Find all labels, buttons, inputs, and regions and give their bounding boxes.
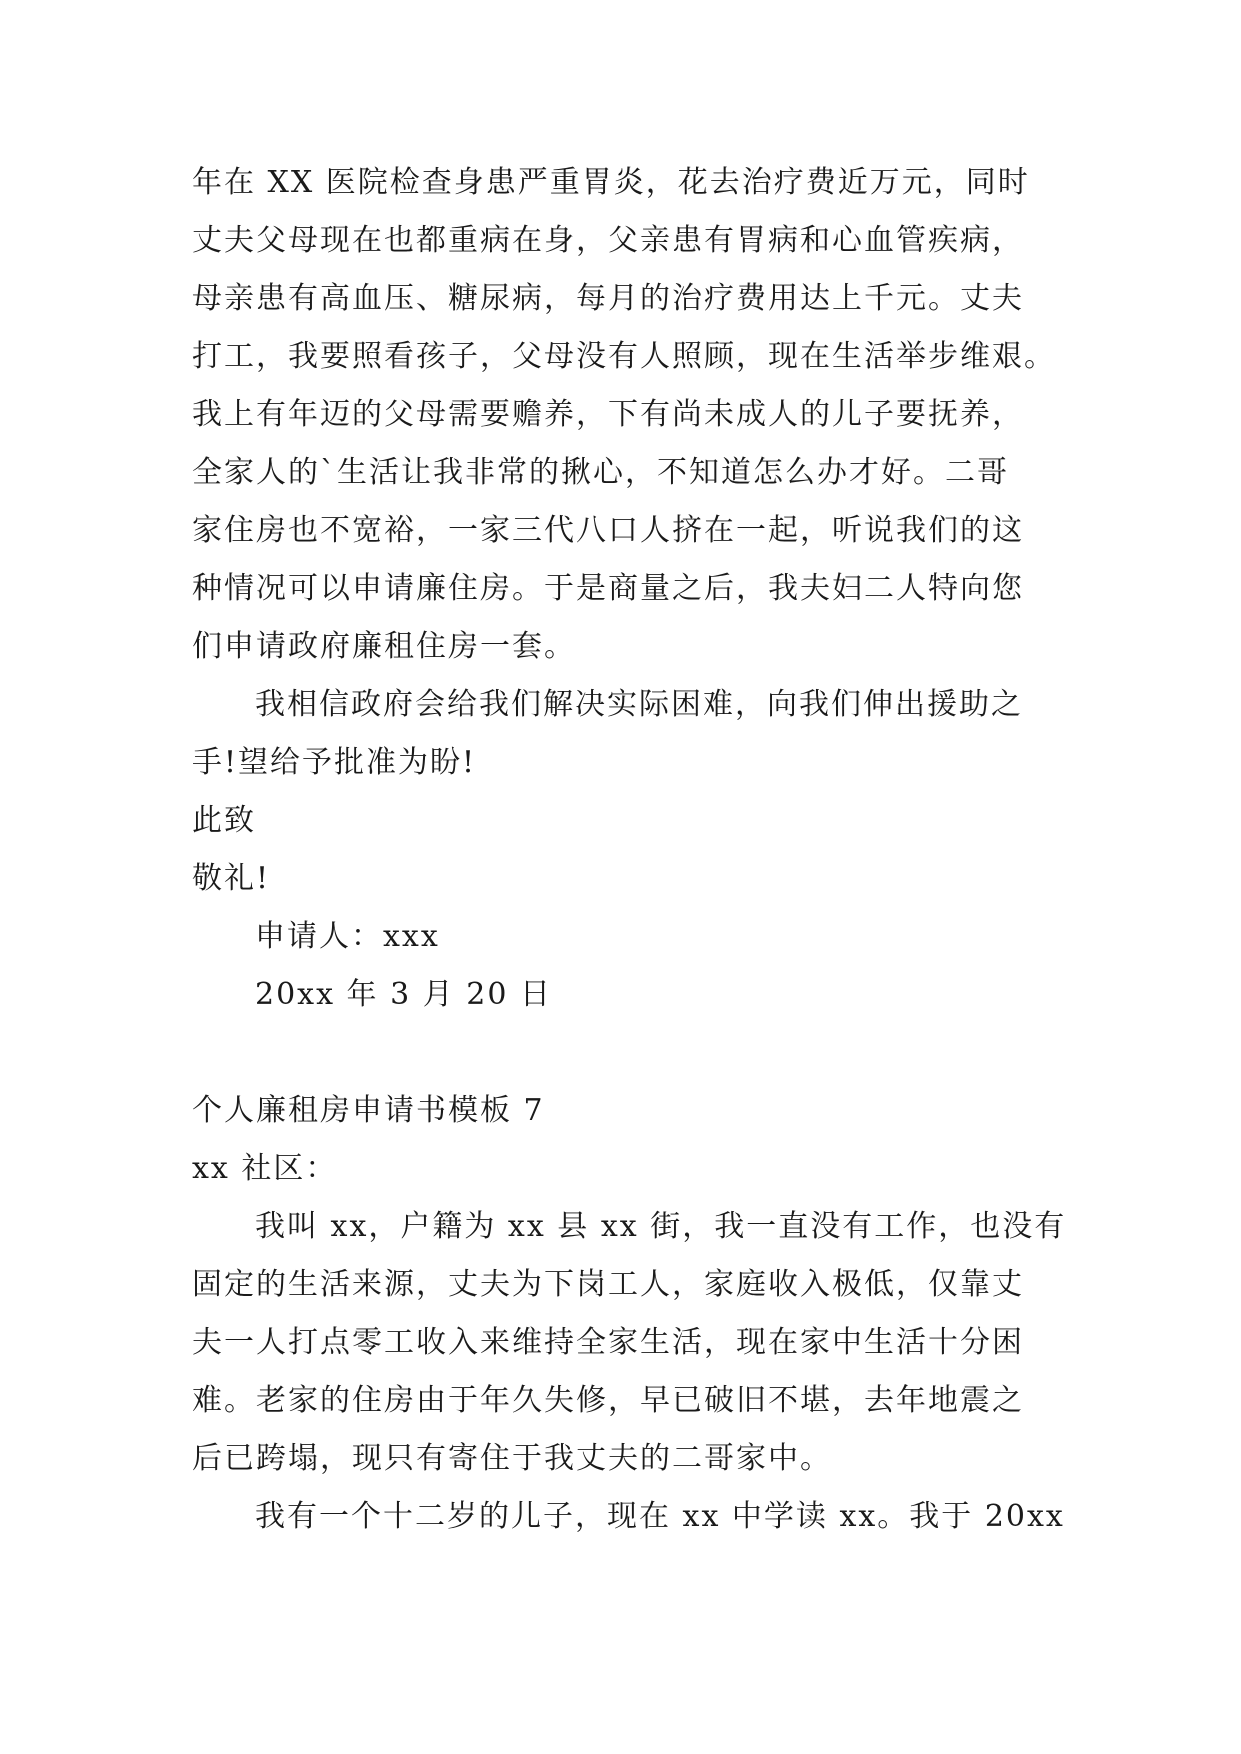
paragraph-start-line: 我有一个十二岁的儿子，现在 xx 中学读 xx。我于 20xx bbox=[255, 1499, 1065, 1534]
text-line-19: 固定的生活来源，丈夫为下岗工人，家庭收入极低，仅靠丈 bbox=[192, 1267, 1024, 1302]
text-line-2: 丈夫父母现在也都重病在身，父亲患有胃病和心血管疾病， bbox=[192, 223, 1024, 258]
recipient-line: xx 社区： bbox=[192, 1151, 338, 1186]
applicant-signature: 申请人：xxx bbox=[255, 919, 440, 954]
text-line-9: 们申请政府廉租住房一套。 bbox=[192, 629, 576, 664]
text-line-22: 后已跨塌，现只有寄住于我丈夫的二哥家中。 bbox=[192, 1441, 832, 1476]
section-title: 个人廉租房申请书模板 7 bbox=[192, 1093, 545, 1128]
text-line-6: 全家人的`生活让我非常的揪心，不知道怎么办才好。二哥 bbox=[192, 455, 1009, 490]
paragraph-start-line: 我相信政府会给我们解决实际困难，向我们伸出援助之 bbox=[255, 687, 1023, 722]
text-line-20: 夫一人打点零工收入来维持全家生活，现在家中生活十分困 bbox=[192, 1325, 1024, 1360]
text-line-8: 种情况可以申请廉住房。于是商量之后，我夫妇二人特向您 bbox=[192, 571, 1024, 606]
signature-date: 20xx 年 3 月 20 日 bbox=[255, 977, 552, 1012]
text-line-11: 手!望给予批准为盼! bbox=[192, 745, 477, 780]
text-line-7: 家住房也不宽裕，一家三代八口人挤在一起，听说我们的这 bbox=[192, 513, 1024, 548]
text-line-3: 母亲患有高血压、糖尿病，每月的治疗费用达上千元。丈夫 bbox=[192, 281, 1024, 316]
paragraph-start-line: 我叫 xx，户籍为 xx 县 xx 街，我一直没有工作，也没有 bbox=[255, 1209, 1067, 1244]
text-line-4: 打工，我要照看孩子，父母没有人照顾，现在生活举步维艰。 bbox=[192, 339, 1056, 374]
text-line-21: 难。老家的住房由于年久失修，早已破旧不堪，去年地震之 bbox=[192, 1383, 1024, 1418]
closing-salutation: 此致 bbox=[192, 803, 256, 838]
text-line-1: 年在 XX 医院检查身患严重胃炎，花去治疗费近万元，同时 bbox=[192, 165, 1030, 200]
text-line-5: 我上有年迈的父母需要赡养，下有尚未成人的儿子要抚养， bbox=[192, 397, 1024, 432]
closing-regards: 敬礼! bbox=[192, 861, 271, 896]
